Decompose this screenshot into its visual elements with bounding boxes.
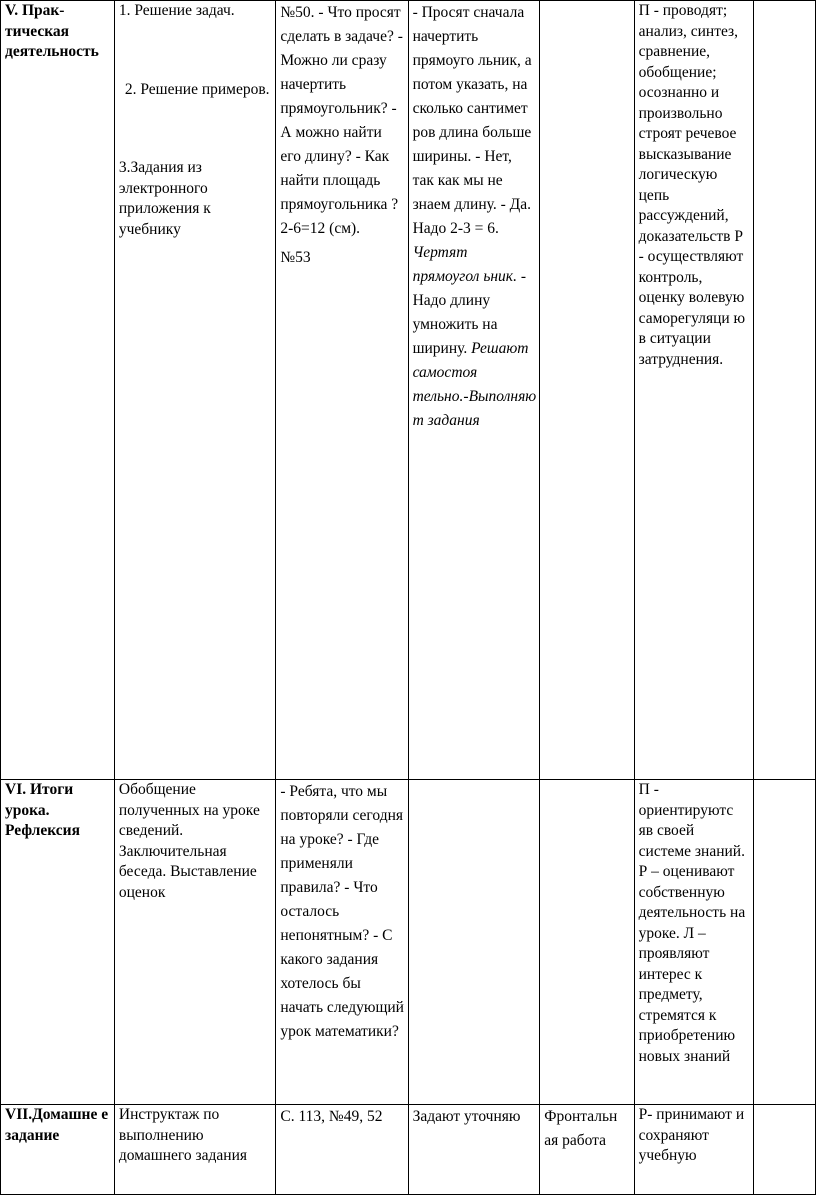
content-item: 2. Решение примеров. [124,80,270,98]
students-text: Задают уточняю [412,1108,521,1125]
uud-cell [634,1,753,780]
content-item: 1. Решение задач. [118,2,235,19]
stage-title: VI. Итоги урока. Рефлексия [5,781,80,839]
form-cell [540,1105,634,1195]
students-cell [408,1,540,780]
teacher-cell [276,1105,408,1195]
extra-cell [753,1,815,780]
teacher-text: С. 113, №49, 52 [280,1108,383,1125]
stage-cell [1,1,115,780]
students-cell [408,1105,540,1195]
uud-text: П - проводят; анализ, синтез, сравнение, обобщение; осознанно и произвольно строят речевое высказывание логическую цепь рассуждений, доказательств Р - осуществляют контроль, оценку волевую саморегуляци ю в ситуации затруднения. [638,2,746,368]
stage-title: V. Прак- тическая деятельность [5,2,99,60]
extra-cell [753,780,815,1105]
teacher-text: №53 [280,249,311,266]
students-cell [408,780,540,1105]
teacher-cell [276,1,408,780]
content-cell [114,780,276,1105]
content-item: 3.Задания из электронного приложения к учебнику [118,159,211,238]
teacher-cell [276,780,408,1105]
extra-cell [753,1105,815,1195]
form-text: Фронтальн ая работа [544,1108,618,1149]
stage-cell [1,780,115,1105]
stage-cell [1,1105,115,1195]
content-item: Инструктаж по выполнению домашнего задания [118,1106,247,1164]
form-cell [540,1,634,780]
uud-text: П - ориентируютс яв своей системе знаний. Р – оценивают собственную деятельность на уроке. Л – проявляют интерес к предмету, стремятся к приобретению новых знаний [638,781,746,1065]
content-cell [114,1,276,780]
students-text-italic: Чертят прямоугол ьник. [412,244,517,285]
content-item: Обобщение полученных на уроке сведений. Заключительная беседа. Выставление оценок [118,781,260,901]
table-row-practical [1,1,816,780]
table-row-homework [1,1105,816,1195]
teacher-text: - Ребята, что мы повторяли сегодня на уроке? - Где применяли правила? - Что осталось непонятным? - С какого задания хотелось бы начать следующий урок математики? [280,783,404,1040]
uud-text: Р- принимают и сохраняют учебную [638,1106,745,1164]
teacher-text: №50. - Что просят сделать в задаче? - Можно ли сразу начертить прямоугольник? - А можно найти его длину? - Как найти площадь прямоугольника ? 2-6=12 (см). [280,4,403,237]
students-text: - [463,388,469,405]
students-text-italic: Выполняю т задания [412,388,537,429]
uud-cell [634,780,753,1105]
students-text: - Просят сначала начертить прямоуго льник, а потом указать, на сколько сантимет ров длина больше ширины. - Нет, так как мы не знаем длину. - Да. Надо 2-3 = 6. [412,4,532,237]
table-row-reflection [1,780,816,1105]
stage-title: VII.Домашне е задание [5,1106,109,1144]
students-text: - Надо длину умножить на ширину. [412,268,526,357]
form-cell [540,780,634,1105]
uud-cell [634,1105,753,1195]
content-cell [114,1105,276,1195]
students-text-italic: Решают самостоя тельно. [412,340,529,405]
